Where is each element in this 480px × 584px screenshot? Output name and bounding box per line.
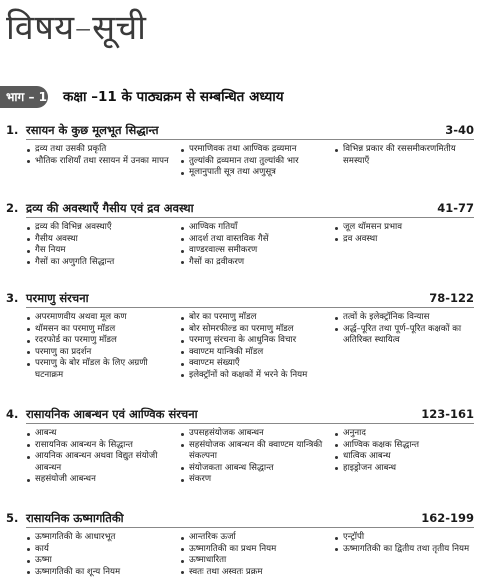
topic-item: संकरण: [180, 474, 330, 486]
topic-item: क्वाण्टम संख्याएँ: [180, 358, 330, 370]
topic-item: बोर सोमरफील्ड का परमाणु मॉडल: [180, 324, 330, 336]
topic-column: [334, 428, 478, 474]
page-title: विषय–सूची: [6, 8, 147, 48]
topic-item: थॉमसन का परमाणु मॉडल: [26, 324, 174, 336]
chapter-section: [0, 200, 480, 267]
topic-item: बोर का परमाणु मॉडल: [180, 312, 330, 324]
topic-item: इलेक्ट्रॉनों को कक्षकों में भरने के नियम: [180, 370, 330, 382]
chapter-page-range: 123-161: [421, 407, 474, 421]
topic-item: स्वतः तथा अस्वतः प्रक्रम: [180, 567, 330, 579]
topic-item: अपरमाणवीय अथवा मूल कण: [26, 312, 174, 324]
chapter-divider: [26, 527, 474, 528]
topic-column: [180, 222, 330, 268]
chapter-number: 1.: [6, 123, 19, 137]
topic-item: अर्द्ध–पूरित तथा पूर्ण–पूरित कक्षकों का अतिरिक्त स्थायित्व: [334, 324, 478, 347]
topic-column: [180, 428, 330, 486]
topic-item: गैसीय अवस्था: [26, 234, 174, 246]
chapter-title: द्रव्य की अवस्थाएँ गैसीय एवं द्रव अवस्था: [26, 201, 194, 215]
topic-item: परमाणु के बोर मॉडल के लिए अग्रणी घटनाक्रम: [26, 358, 174, 381]
chapter-title: रसायन के कुछ मूलभूत सिद्धान्त: [26, 123, 159, 137]
chapter-title: रासायनिक ऊष्मागतिकी: [26, 511, 124, 525]
topic-item: संयोजकता आबन्ध सिद्धान्त: [180, 463, 330, 475]
chapter-section: [0, 122, 480, 178]
topic-item: परमाणु संरचना के आधुनिक विचार: [180, 335, 330, 347]
topic-item: आण्विक गतियाँ: [180, 222, 330, 234]
chapter-page-range: 41-77: [437, 201, 474, 215]
part-title: कक्षा –11 के पाठ्यक्रम से सम्बन्धित अध्याय: [63, 89, 284, 105]
chapter-divider: [26, 217, 474, 218]
topic-item: तुल्यांकी द्रव्यमान तथा तुल्यांकी भार: [180, 156, 330, 168]
topic-item: आयनिक आबन्धन अथवा विद्युत संयोजी आबन्धन: [26, 451, 174, 474]
chapter-heading: [0, 122, 480, 140]
chapter-number: 5.: [6, 511, 19, 525]
topic-column: [26, 222, 174, 268]
topic-item: ऊष्मागतिकी के आधारभूत: [26, 532, 174, 544]
topic-item: परमाणु का प्रदर्शन: [26, 347, 174, 359]
chapter-title: परमाणु संरचना: [26, 291, 89, 305]
topic-column: [180, 312, 330, 382]
part-badge: भाग – 1: [0, 86, 48, 108]
chapter-heading: [0, 290, 480, 308]
topic-item: गैसों का द्रवीकरण: [180, 257, 330, 269]
topic-column: [180, 144, 330, 179]
chapter-divider: [26, 307, 474, 308]
topic-item: परमाणिवक तथा आण्विक द्रव्यमान: [180, 144, 330, 156]
topic-item: द्रव्य की विभिन्न अवस्थाएँ: [26, 222, 174, 234]
topic-item: आन्तरिक ऊर्जा: [180, 532, 330, 544]
topic-column: [334, 144, 478, 167]
topic-item: अनुनाद: [334, 428, 478, 440]
chapter-number: 4.: [6, 407, 19, 421]
chapter-section: [0, 290, 480, 380]
chapter-page-range: 3-40: [445, 123, 474, 137]
topic-item: आबन्ध: [26, 428, 174, 440]
topic-item: मूलानुपाती सूत्र तथा अणुसूत्र: [180, 167, 330, 179]
part-header: [0, 86, 480, 108]
chapter-title: रासायनिक आबन्धन एवं आण्विक संरचना: [26, 407, 198, 421]
topic-item: सहसंयोजक आबन्धन की क्वाण्टम यान्त्रिकी संकल्पना: [180, 440, 330, 463]
topic-column: [26, 428, 174, 486]
topic-column: [26, 312, 174, 382]
topic-item: कार्य: [26, 544, 174, 556]
topic-item: ऊष्मागतिकी का शून्य नियम: [26, 567, 174, 579]
topic-item: वाण्डरवाल्स समीकरण: [180, 245, 330, 257]
chapter-number: 3.: [6, 291, 19, 305]
topic-item: विभिन्न प्रकार की रससमीकरणमितीय समस्याएँ: [334, 144, 478, 167]
topic-item: क्वाण्टम यान्त्रिकी मॉडल: [180, 347, 330, 359]
topic-item: आण्विक कक्षक सिद्धान्त: [334, 440, 478, 452]
topic-item: ऊष्मागतिकी का प्रथम नियम: [180, 544, 330, 556]
topic-item: तत्वों के इलेक्ट्रॉनिक विन्यास: [334, 312, 478, 324]
chapter-divider: [26, 139, 474, 140]
chapter-number: 2.: [6, 201, 19, 215]
topic-item: रदरफोर्ड का परमाणु मॉडल: [26, 335, 174, 347]
chapter-heading: [0, 200, 480, 218]
chapter-page-range: 162-199: [421, 511, 474, 525]
topic-column: [26, 144, 174, 167]
chapter-section: [0, 406, 480, 485]
chapter-page-range: 78-122: [429, 291, 474, 305]
topic-item: हाइड्रोजन आबन्ध: [334, 463, 478, 475]
topic-item: जूल थॉमसन प्रभाव: [334, 222, 478, 234]
chapter-divider: [26, 423, 474, 424]
topic-item: भौतिक राशियाँ तथा रसायन में उनका मापन: [26, 156, 174, 168]
chapter-heading: [0, 406, 480, 424]
topic-column: [26, 532, 174, 578]
topic-column: [334, 532, 478, 555]
topic-column: [334, 312, 478, 347]
topic-column: [334, 222, 478, 245]
topic-item: ऊष्माधारिता: [180, 555, 330, 567]
topic-item: द्रव्य तथा उसकी प्रकृति: [26, 144, 174, 156]
topic-item: रासायनिक आबन्धन के सिद्धान्त: [26, 440, 174, 452]
topic-item: आदर्श तथा वास्तविक गैसें: [180, 234, 330, 246]
topic-column: [180, 532, 330, 578]
topic-item: ऊष्मा: [26, 555, 174, 567]
chapter-heading: [0, 510, 480, 528]
topic-item: सहसंयोजी आबन्धन: [26, 474, 174, 486]
topic-item: उपसहसंयोजक आबन्धन: [180, 428, 330, 440]
topic-item: धात्विक आबन्ध: [334, 451, 478, 463]
topic-item: एन्ट्रॉपी: [334, 532, 478, 544]
topic-item: ऊष्मागतिकी का द्वितीय तथा तृतीय नियम: [334, 544, 478, 556]
chapter-section: [0, 510, 480, 577]
topic-item: गैस नियम: [26, 245, 174, 257]
topic-item: गैसों का अणुगति सिद्धान्त: [26, 257, 174, 269]
topic-item: द्रव अवस्था: [334, 234, 478, 246]
